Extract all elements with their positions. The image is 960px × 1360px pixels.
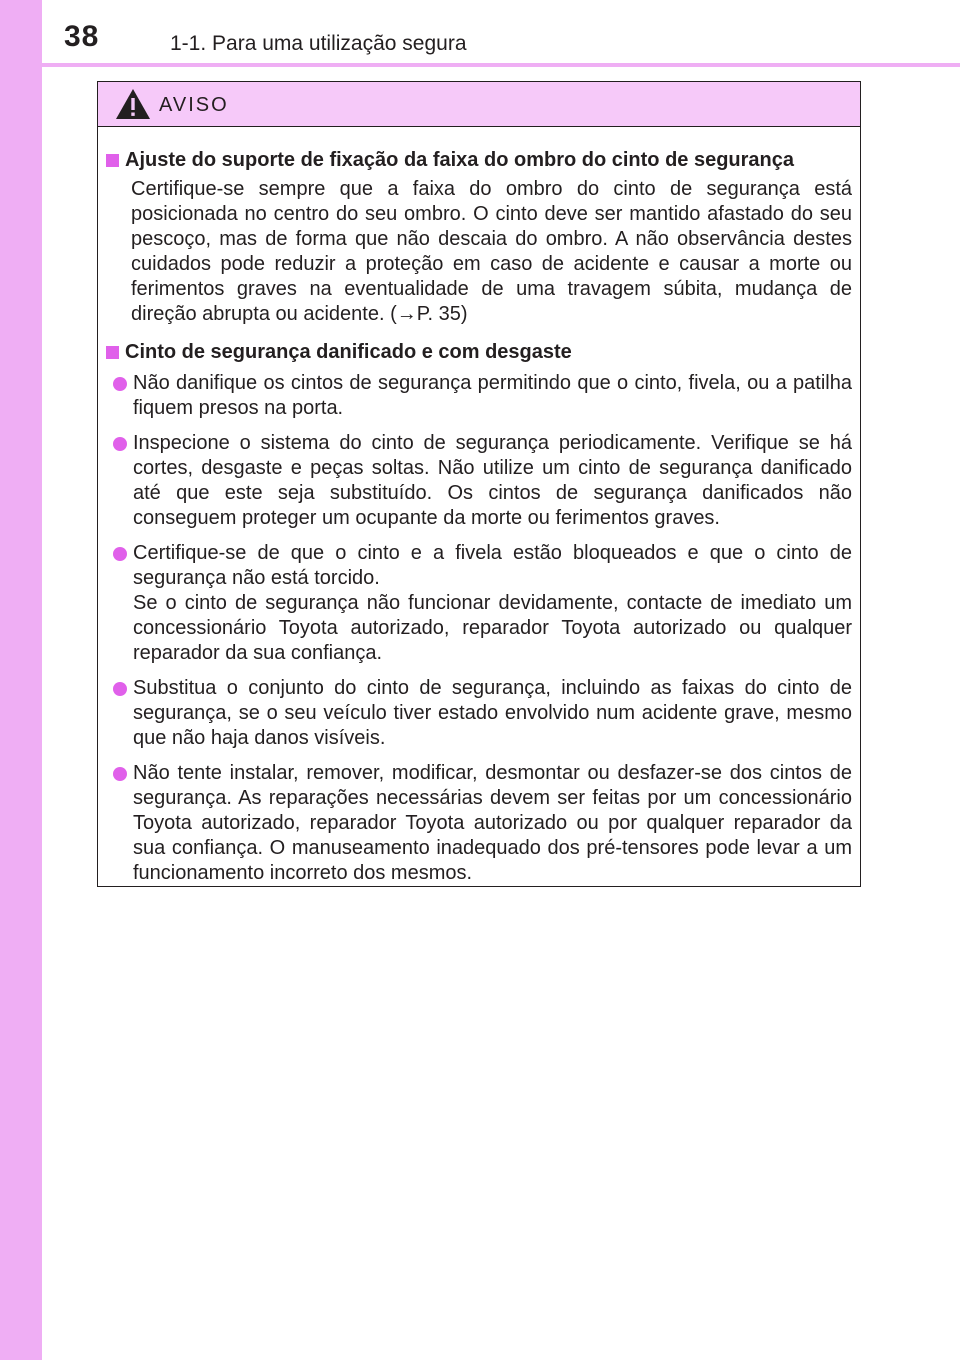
- list-item: [106, 371, 852, 421]
- warning-body: [98, 127, 860, 886]
- section-heading: [106, 147, 852, 173]
- list-item-text: [133, 541, 852, 666]
- header-divider: [42, 63, 960, 67]
- circle-bullet-icon: [113, 682, 127, 696]
- warning-header: [98, 82, 860, 127]
- list-item: [106, 761, 852, 886]
- warning-triangle-icon: [115, 88, 151, 120]
- list-item-text: Não danifique os cintos de segurança permitindo que o cinto, fivela, ou a patilha fiquem presos na porta.: [133, 372, 852, 419]
- circle-bullet-icon: [113, 767, 127, 781]
- list-item-line: Certifique-se de que o cinto e a fivela estão bloqueados e que o cinto de segurança não está torcido.: [133, 542, 852, 589]
- list-item-text: Inspecione o sistema do cinto de segurança periodicamente. Verifique se há cortes, desgaste e peças soltas. Não utilize um cinto de segurança danificado até que este seja substituído. Os cintos de segurança danificados não conseguem proteger um ocupante da morte ou ferimentos graves.: [133, 432, 852, 529]
- circle-bullet-icon: [113, 437, 127, 451]
- list-item-text: Substitua o conjunto do cinto de segurança, incluindo as faixas do cinto de segurança, se o seu veículo tiver estado envolvido num acidente grave, mesmo que não haja danos visíveis.: [133, 677, 852, 749]
- square-bullet-icon: [106, 154, 119, 167]
- section-heading: [106, 339, 852, 365]
- list-item-line: Se o cinto de segurança não funcionar devidamente, contacte de imediato um concessionário Toyota autorizado, reparador Toyota autorizado ou qualquer reparador da sua confiança.: [133, 592, 852, 664]
- warning-box: [97, 81, 861, 887]
- section-heading-text: Cinto de segurança danificado e com desgaste: [125, 341, 572, 363]
- side-tab-band: [0, 0, 42, 1360]
- warning-title: AVISO: [159, 94, 229, 116]
- square-bullet-icon: [106, 346, 119, 359]
- section-heading-text: Ajuste do suporte de fixação da faixa do ombro do cinto de segurança: [125, 149, 795, 171]
- list-item: [106, 431, 852, 531]
- circle-bullet-icon: [113, 547, 127, 561]
- circle-bullet-icon: [113, 377, 127, 391]
- page-number: 38: [64, 20, 100, 53]
- section-paragraph: Certifique-se sempre que a faixa do ombro do cinto de segurança está posicionada no centro do seu ombro. O cinto deve ser mantido afastado do seu pescoço, mas de forma que não descaia do ombro. A não observância destes cuidados pode reduzir a proteção em caso de acidente e causar a morte ou ferimentos graves na eventualidade de uma travagem súbita, mudança de direção abrupta ou acidente. (→P. 35): [131, 178, 852, 325]
- list-item: [106, 676, 852, 751]
- list-item-text: Não tente instalar, remover, modificar, desmontar ou desfazer-se dos cintos de segurança. As reparações necessárias devem ser feitas por um concessionário Toyota autorizado, reparador Toyota autorizado ou por qualquer reparador da sua confiança. O manuseamento inadequado dos pré-tensores pode levar a um funcionamento incorreto dos mesmos.: [133, 762, 852, 884]
- section-title: 1-1. Para uma utilização segura: [170, 32, 467, 55]
- list-item: [106, 541, 852, 666]
